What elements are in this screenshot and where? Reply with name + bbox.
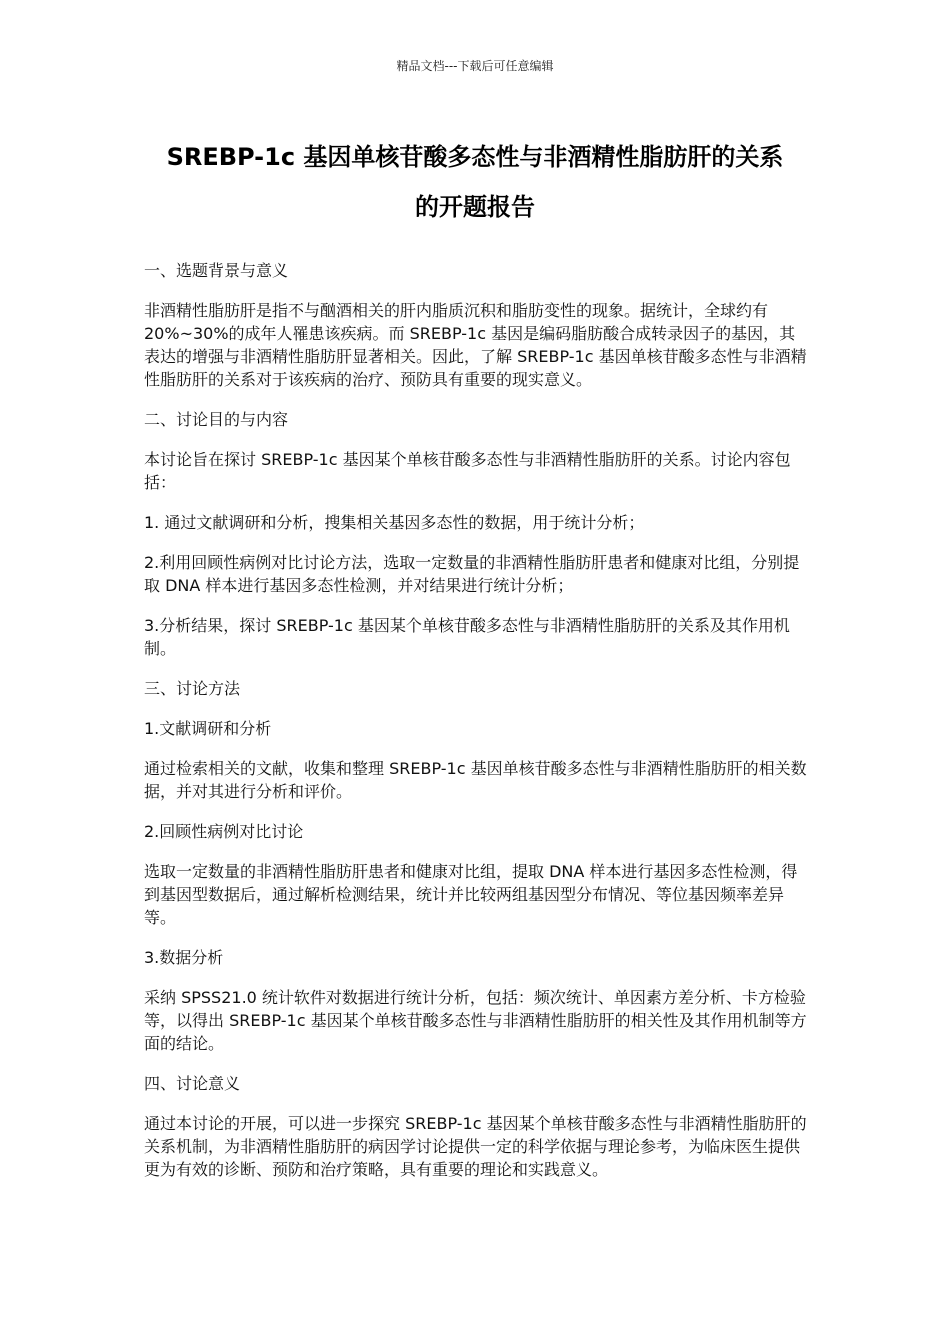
section-heading-methods: 三、讨论方法 [144,679,241,698]
document-title-line-2: 的开题报告 [415,193,535,221]
subheading-data-analysis: 3.数据分析 [144,948,224,967]
section-heading-background: 一、选题背景与意义 [144,261,289,280]
document-body [144,259,808,1198]
paragraph-purpose-intro: 本讨论旨在探讨 SREBP-1c 基因某个单核苷酸多态性与非酒精性脂肪肝的关系。讨论内容包括： [144,450,791,492]
paragraph-background: 非酒精性脂肪肝是指不与酗酒相关的肝内脂质沉积和脂肪变性的现象。据统计，全球约有 20%~30%的成年人罹患该疾病。而 SREBP-1c 基因是编码脂肪酸合成转录因子的基因，其表达的增强与非酒精性脂肪肝显著相关。因此，了解 SREBP-1c 基因单核苷酸多态性与非酒精性脂肪肝的关系对于该疾病的治疗、预防具有重要的现实意义。 [144,301,807,389]
paragraph-literature-review: 通过检索相关的文献，收集和整理 SREBP-1c 基因单核苷酸多态性与非酒精性脂肪肝的相关数据，并对其进行分析和评价。 [144,759,807,801]
section-heading-purpose: 二、讨论目的与内容 [144,410,289,429]
document-title-line-1: SREBP-1c 基因单核苷酸多态性与非酒精性脂肪肝的关系 [166,143,784,171]
list-item-content-3: 3.分析结果，探讨 SREBP-1c 基因某个单核苷酸多态性与非酒精性脂肪肝的关系及其作用机制。 [144,616,790,658]
paragraph-case-control: 选取一定数量的非酒精性脂肪肝患者和健康对比组，提取 DNA 样本进行基因多态性检测，得到基因型数据后，通过解析检测结果，统计并比较两组基因型分布情况、等位基因频率差异等。 [144,862,798,927]
paragraph-data-analysis: 采纳 SPSS21.0 统计软件对数据进行统计分析，包括：频次统计、单因素方差分析、卡方检验等，以得出 SREBP-1c 基因某个单核苷酸多态性与非酒精性脂肪肝的相关性及其作用机制等方面的结论。 [144,988,807,1053]
list-item-content-1: 1. 通过文献调研和分析，搜集相关基因多态性的数据，用于统计分析； [144,513,645,532]
paragraph-significance: 通过本讨论的开展，可以进一步探究 SREBP-1c 基因某个单核苷酸多态性与非酒精性脂肪肝的关系机制，为非酒精性脂肪肝的病因学讨论提供一定的科学依据与理论参考，为临床医生提供更为有效的诊断、预防和治疗策略，具有重要的理论和实践意义。 [144,1114,807,1179]
list-item-content-2: 2.利用回顾性病例对比讨论方法，选取一定数量的非酒精性脂肪肝患者和健康对比组，分别提取 DNA 样本进行基因多态性检测，并对结果进行统计分析； [144,553,800,595]
section-heading-significance: 四、讨论意义 [144,1074,241,1093]
subheading-literature-review: 1.文献调研和分析 [144,719,272,738]
subheading-case-control: 2.回顾性病例对比讨论 [144,822,304,841]
page-header-note: 精品文档---下载后可任意编辑 [396,59,554,73]
